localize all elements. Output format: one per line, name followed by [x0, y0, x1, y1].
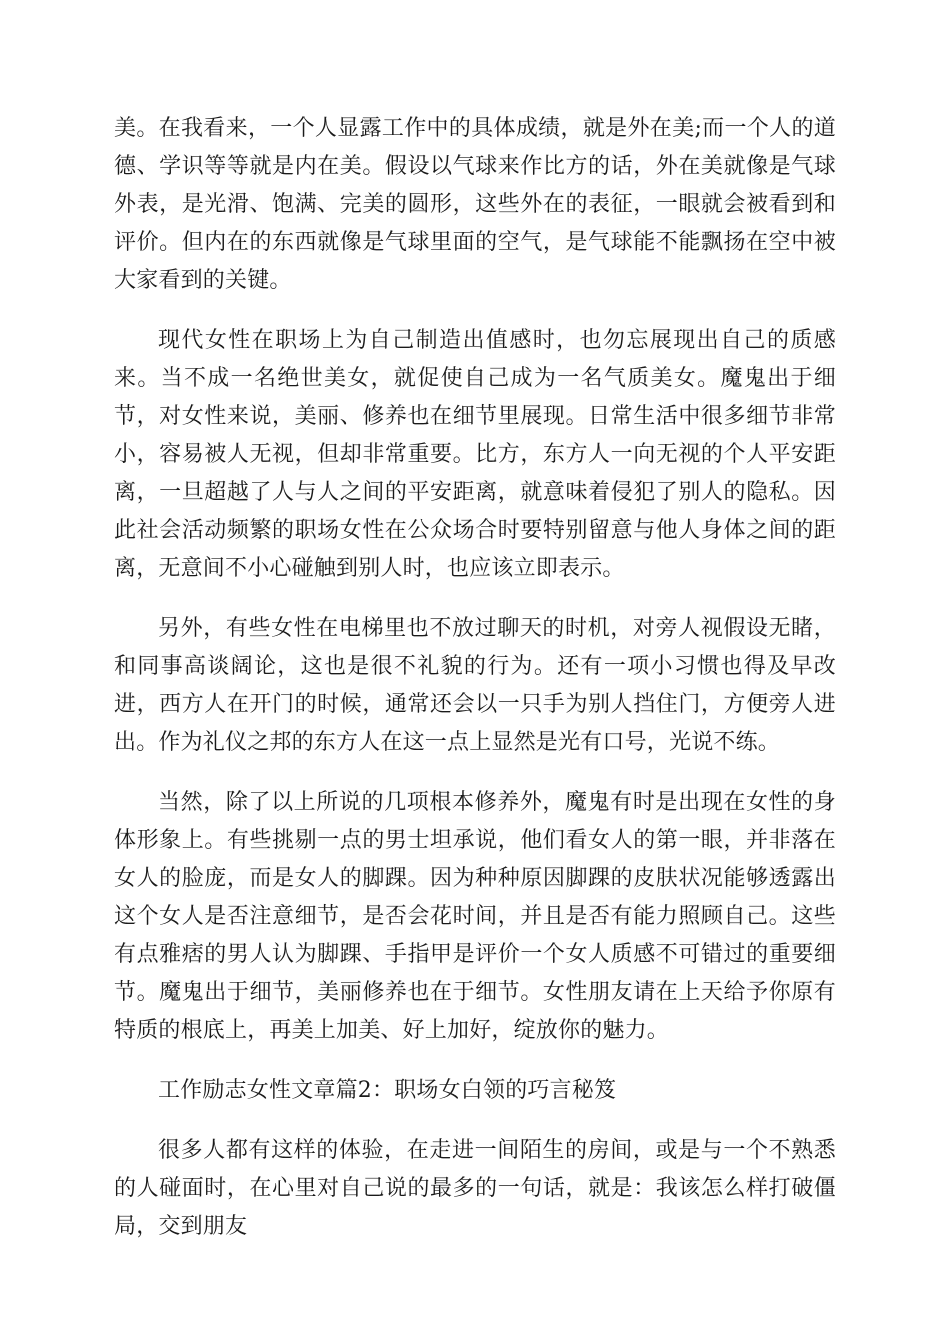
paragraph-icebreak: 很多人都有这样的体验，在走进一间陌生的房间，或是与一个不熟悉的人碰面时，在心里对自己说的最多的一句话，就是：我该怎么样打破僵局，交到朋友: [114, 1138, 836, 1239]
document-page: [114, 110, 836, 1268]
paragraph-continuation: 美。在我看来，一个人显露工作中的具体成绩，就是外在美;而一个人的道德、学识等等就是内在美。假设以气球来作比方的话，外在美就像是气球外表，是光滑、饱满、完美的圆形，这些外在的表征，一眼就会被看到和评价。但内在的东西就像是气球里面的空气，是气球能不能飘扬在空中被大家看到的关键。: [114, 116, 836, 293]
paragraph-details: 当然，除了以上所说的几项根本修养外，魔鬼有时是出现在女性的身体形象上。有些挑剔一点的男士坦承说，他们看女人的第一眼，并非落在女人的脸庞，而是女人的脚踝。因为种种原因脚踝的皮肤状况能够透露出这个女人是否注意细节，是否会花时间，并且是否有能力照顾自己。这些有点雅痞的男人认为脚踝、手指甲是评价一个女人质感不可错过的重要细节。魔鬼出于细节，美丽修养也在于细节。女性朋友请在上天给予你原有特质的根底上，再美上加美、好上加好，绽放你的魅力。: [114, 790, 836, 1043]
paragraph-texture: 现代女性在职场上为自己制造出值感时，也勿忘展现出自己的质感来。当不成一名绝世美女，就促使自己成为一名气质美女。魔鬼出于细节，对女性来说，美丽、修养也在细节里展现。日常生活中很多细节非常小，容易被人无视，但却非常重要。比方，东方人一向无视的个人平安距离，一旦超越了人与人之间的平安距离，就意味着侵犯了别人的隐私。因此社会活动频繁的职场女性在公众场合时要特别留意与他人身体之间的距离，无意间不小心碰触到别人时，也应该立即表示。: [114, 328, 836, 581]
section-heading: 工作励志女性文章篇2：职场女白领的巧言秘笈: [158, 1078, 617, 1103]
paragraph-elevator: 另外，有些女性在电梯里也不放过聊天的时机，对旁人视假设无睹，和同事高谈阔论，这也是很不礼貌的行为。还有一项小习惯也得及早改进，西方人在开门的时候，通常还会以一只手为别人挡住门，方便旁人进出。作为礼仪之邦的东方人在这一点上显然是光有口号，光说不练。: [114, 616, 836, 755]
